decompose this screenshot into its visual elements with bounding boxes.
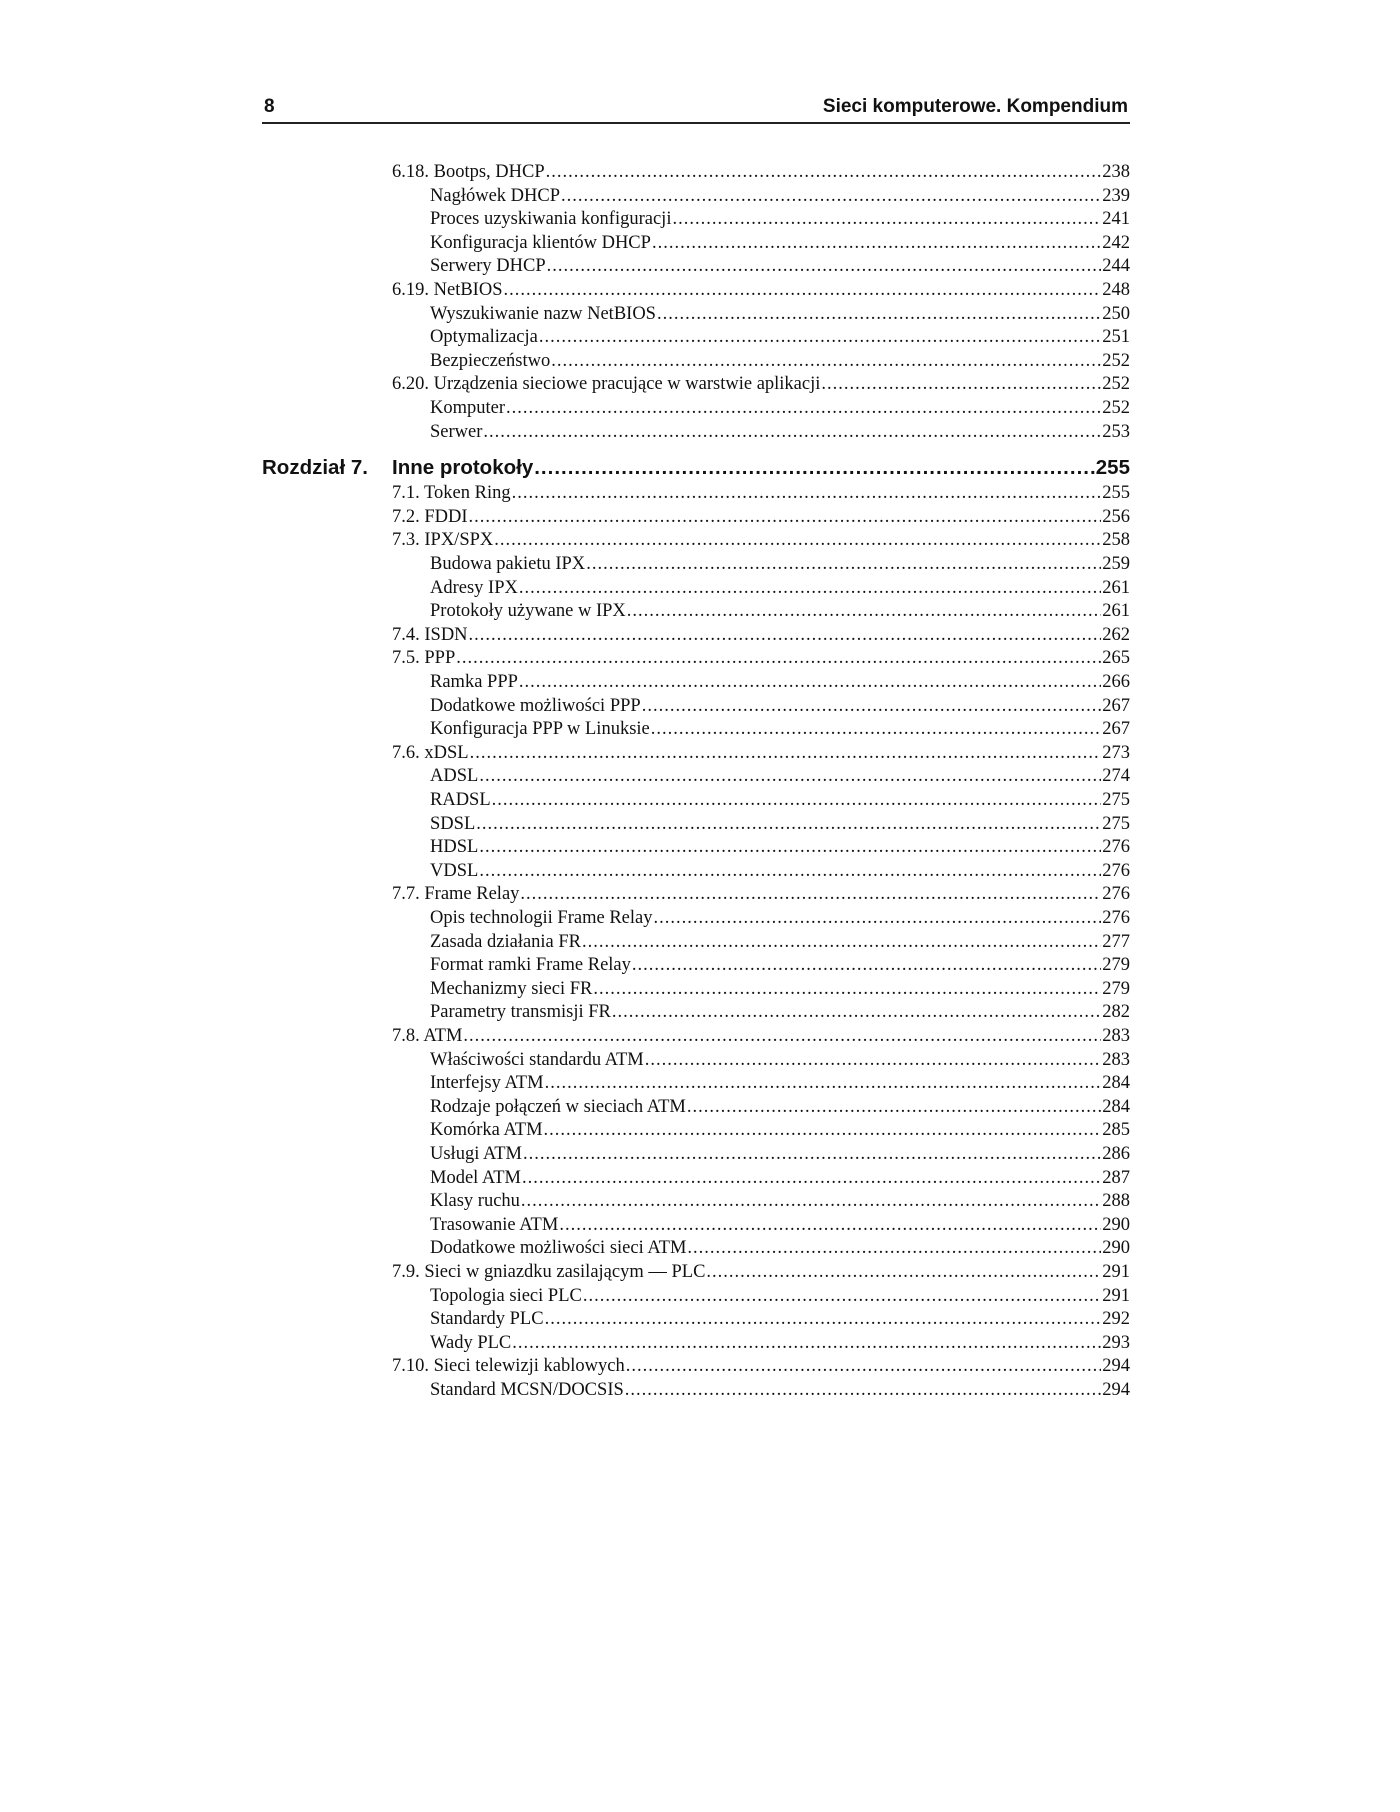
- toc-page-number: 265: [1102, 648, 1130, 669]
- dot-leader: [546, 160, 1102, 184]
- toc-subsection: [430, 670, 1130, 694]
- toc-entry-title: 7.9. Sieci w gniazdku zasilającym — PLC: [392, 1262, 706, 1282]
- toc-entry-title: RADSL: [430, 790, 491, 810]
- toc-subsection: [430, 1095, 1130, 1119]
- dot-leader: [492, 788, 1102, 812]
- dot-leader: [521, 1189, 1101, 1213]
- dot-leader: [519, 576, 1101, 600]
- dot-leader: [657, 302, 1101, 326]
- toc-entry-title: Topologia sieci PLC: [430, 1285, 582, 1306]
- dot-leader: [652, 231, 1101, 255]
- toc-page-number: 293: [1102, 1332, 1130, 1353]
- toc-entry-title: Konfiguracja PPP w Linuksie: [430, 719, 650, 740]
- toc-page-number: 282: [1102, 1002, 1130, 1023]
- dot-leader: [479, 859, 1101, 883]
- toc-entry-title: Standard MCSN/DOCSIS: [430, 1380, 624, 1400]
- toc-section: [392, 1260, 1130, 1284]
- toc-section: [392, 1354, 1130, 1378]
- toc-entry-title: Właściwości standardu ATM: [430, 1049, 644, 1070]
- dot-leader: [470, 741, 1102, 765]
- toc-subsection: [430, 788, 1130, 812]
- toc-subsection: [430, 1307, 1130, 1331]
- toc-subsection: [430, 420, 1130, 444]
- toc-page-number: 256: [1102, 506, 1130, 527]
- toc-subsection: [430, 207, 1130, 231]
- toc-page-number: 284: [1102, 1096, 1130, 1117]
- toc-subsection: [430, 349, 1130, 373]
- dot-leader: [559, 1213, 1101, 1237]
- toc-page-number: 275: [1102, 813, 1130, 834]
- toc-entry-title: 6.20. Urządzenia sieciowe pracujące w warstwie aplikacji: [392, 374, 821, 395]
- toc-entry-title: Serwery DHCP: [430, 256, 546, 277]
- toc-page-number: 255: [1095, 456, 1130, 480]
- dot-leader: [627, 599, 1101, 623]
- toc-entry-title: 7.2. FDDI: [392, 506, 468, 527]
- toc-section: [392, 372, 1130, 396]
- toc-page-number: 277: [1102, 931, 1130, 952]
- toc-entry-title: Parametry transmisji FR: [430, 1002, 611, 1023]
- toc-entry-title: SDSL: [430, 813, 476, 834]
- toc-entry-title: Rodzaje połączeń w sieciach ATM: [430, 1096, 686, 1117]
- dot-leader: [706, 1260, 1101, 1284]
- toc-subsection: [430, 325, 1130, 349]
- dot-leader: [520, 882, 1101, 906]
- toc-subsection: [430, 1118, 1130, 1142]
- dot-leader: [547, 254, 1102, 278]
- dot-leader: [522, 1166, 1101, 1190]
- toc-page-number: 291: [1102, 1262, 1130, 1282]
- toc-page-number: 261: [1102, 601, 1130, 622]
- dot-leader: [483, 420, 1101, 444]
- toc-page-number: 274: [1102, 766, 1130, 787]
- toc-page-number: 276: [1102, 837, 1130, 858]
- dot-leader: [512, 1331, 1101, 1355]
- toc-page-number: 267: [1102, 719, 1130, 740]
- toc-page-number: 283: [1102, 1049, 1130, 1070]
- toc-section: [392, 278, 1130, 302]
- dot-leader: [523, 1142, 1101, 1166]
- toc-page-number: 255: [1102, 483, 1130, 504]
- dot-leader: [534, 453, 1095, 483]
- toc-subsection: [430, 231, 1130, 255]
- toc-page-number: 244: [1102, 256, 1130, 277]
- toc-entry-title: Wady PLC: [430, 1332, 512, 1353]
- toc-entry-title: HDSL: [430, 837, 479, 858]
- page-number: 8: [264, 96, 275, 117]
- toc-section: [392, 160, 1130, 184]
- toc-page-number: 285: [1102, 1120, 1130, 1141]
- running-header: [262, 94, 1130, 124]
- dot-leader: [672, 207, 1101, 231]
- toc-subsection: [430, 396, 1130, 420]
- dot-leader: [561, 184, 1101, 208]
- toc-subsection: [430, 576, 1130, 600]
- toc-entry-title: Wyszukiwanie nazw NetBIOS: [430, 303, 656, 324]
- dot-leader: [821, 372, 1101, 396]
- dot-leader: [586, 552, 1101, 576]
- toc-entry-title: 7.4. ISDN: [392, 624, 468, 645]
- toc-page-number: 250: [1102, 303, 1130, 324]
- toc-page-number: 252: [1102, 350, 1130, 371]
- toc-page-number: 238: [1102, 162, 1130, 182]
- dot-leader: [653, 906, 1101, 930]
- toc-subsection: [430, 184, 1130, 208]
- dot-leader: [494, 528, 1101, 552]
- dot-leader: [463, 1024, 1101, 1048]
- toc-page-number: 283: [1102, 1026, 1130, 1046]
- dot-leader: [612, 1000, 1101, 1024]
- toc-page-number: 266: [1102, 672, 1130, 692]
- toc-section: [392, 1024, 1130, 1048]
- dot-leader: [545, 1071, 1102, 1095]
- toc-entry-title: Mechanizmy sieci FR: [430, 978, 593, 999]
- toc-page-number: 291: [1102, 1285, 1130, 1306]
- toc-entry-title: Konfiguracja klientów DHCP: [430, 232, 651, 253]
- toc-entry-title: Zasada działania FR: [430, 931, 582, 952]
- dot-leader: [632, 953, 1101, 977]
- toc-page-number: 275: [1102, 790, 1130, 810]
- toc-entry-title: 7.7. Frame Relay: [392, 884, 520, 905]
- toc-subsection: [430, 254, 1130, 278]
- toc-entry-title: 6.18. Bootps, DHCP: [392, 162, 545, 182]
- toc-entry-title: 7.6. xDSL: [392, 742, 469, 763]
- dot-leader: [479, 835, 1101, 859]
- toc-entry-title: Protokoły używane w IPX: [430, 601, 626, 622]
- toc-entry-title: 7.10. Sieci telewizji kablowych: [392, 1356, 625, 1377]
- toc-entry-title: Budowa pakietu IPX: [430, 554, 586, 574]
- toc-subsection: [430, 1048, 1130, 1072]
- toc-section: [392, 741, 1130, 765]
- toc-subsection: [430, 552, 1130, 576]
- toc-page-number: 241: [1102, 209, 1130, 230]
- toc-entry-title: Bezpieczeństwo: [430, 350, 551, 371]
- dot-leader: [645, 1048, 1102, 1072]
- toc-entry-title: VDSL: [430, 860, 479, 881]
- toc-subsection: [430, 859, 1130, 883]
- dot-leader: [476, 812, 1101, 836]
- toc-subsection: [430, 953, 1130, 977]
- toc-subsection: [430, 1071, 1130, 1095]
- toc-subsection: [430, 1213, 1130, 1237]
- toc-subsection: [430, 1378, 1130, 1402]
- toc-page-number: 273: [1102, 742, 1130, 763]
- toc-entry-title: Optymalizacja: [430, 327, 538, 348]
- toc-page-number: 290: [1102, 1214, 1130, 1235]
- dot-leader: [519, 670, 1101, 694]
- toc-entry-title: 6.19. NetBIOS: [392, 280, 503, 300]
- dot-leader: [582, 930, 1101, 954]
- toc-page-number: 292: [1102, 1309, 1130, 1330]
- toc-page-number: 261: [1102, 577, 1130, 598]
- toc-page-number: 267: [1102, 695, 1130, 716]
- toc-subsection: [430, 835, 1130, 859]
- toc-entry-title: Model ATM: [430, 1167, 521, 1188]
- toc-entry-title: Dodatkowe możliwości PPP: [430, 695, 641, 716]
- toc-page-number: 252: [1102, 374, 1130, 395]
- toc-subsection: [430, 812, 1130, 836]
- toc-subsection: [430, 1142, 1130, 1166]
- toc-subsection: [430, 694, 1130, 718]
- toc-page-number: 239: [1102, 185, 1130, 206]
- toc-page-number: 279: [1102, 978, 1130, 999]
- chapter-label: Rozdział 7.: [262, 456, 368, 480]
- toc-page-number: 252: [1102, 398, 1130, 418]
- toc-section: [392, 646, 1130, 670]
- toc-page-number: 276: [1102, 884, 1130, 905]
- toc-page-number: 251: [1102, 327, 1130, 348]
- toc-entry-title: Proces uzyskiwania konfiguracji: [430, 209, 672, 230]
- toc-subsection: [430, 1331, 1130, 1355]
- dot-leader: [456, 646, 1101, 670]
- dot-leader: [544, 1118, 1102, 1142]
- toc-page-number: 279: [1102, 955, 1130, 976]
- toc-page-number: 294: [1102, 1380, 1130, 1400]
- toc-section: [392, 623, 1130, 647]
- toc-chapter: [392, 453, 1130, 483]
- toc-entry-title: Usługi ATM: [430, 1144, 523, 1164]
- toc-page-number: 276: [1102, 860, 1130, 881]
- toc-entry-title: Nagłówek DHCP: [430, 185, 561, 206]
- toc-entry-title: Ramka PPP: [430, 672, 518, 692]
- dot-leader: [593, 977, 1101, 1001]
- toc-subsection: [430, 1189, 1130, 1213]
- toc-page-number: 276: [1102, 908, 1130, 928]
- toc-section: [392, 505, 1130, 529]
- toc-entry-title: Komórka ATM: [430, 1120, 543, 1141]
- dot-leader: [469, 505, 1102, 529]
- dot-leader: [504, 278, 1102, 302]
- toc-section: [392, 882, 1130, 906]
- toc-subsection: [430, 302, 1130, 326]
- toc-subsection: [430, 764, 1130, 788]
- toc-section: [392, 528, 1130, 552]
- dot-leader: [687, 1095, 1101, 1119]
- toc-subsection: [430, 717, 1130, 741]
- dot-leader: [469, 623, 1102, 647]
- toc-subsection: [430, 1284, 1130, 1308]
- dot-leader: [512, 481, 1102, 505]
- toc-entry-title: 7.3. IPX/SPX: [392, 530, 494, 551]
- dot-leader: [583, 1284, 1101, 1308]
- toc-entry-title: ADSL: [430, 766, 479, 787]
- toc-page-number: 284: [1102, 1073, 1130, 1094]
- toc-page-number: 258: [1102, 530, 1130, 551]
- toc-entry-title: Standardy PLC: [430, 1309, 544, 1330]
- toc-section: [392, 481, 1130, 505]
- toc-page-number: 248: [1102, 280, 1130, 300]
- toc-page-number: 288: [1102, 1191, 1130, 1212]
- toc-page-number: 253: [1102, 421, 1130, 442]
- toc-subsection: [430, 1166, 1130, 1190]
- dot-leader: [651, 717, 1101, 741]
- toc-entry-title: Klasy ruchu: [430, 1191, 520, 1212]
- toc-page-number: 242: [1102, 232, 1130, 253]
- toc-entry-title: Format ramki Frame Relay: [430, 955, 631, 976]
- book-title: Sieci komputerowe. Kompendium: [822, 96, 1128, 117]
- toc-entry-title: Trasowanie ATM: [430, 1214, 559, 1235]
- toc-subsection: [430, 1000, 1130, 1024]
- toc-subsection: [430, 1236, 1130, 1260]
- toc-subsection: [430, 977, 1130, 1001]
- toc-page-number: 262: [1102, 624, 1130, 645]
- dot-leader: [479, 764, 1101, 788]
- toc-entry-title: Dodatkowe możliwości sieci ATM: [430, 1238, 687, 1259]
- toc-entry-title: Opis technologii Frame Relay: [430, 908, 653, 928]
- toc-page-number: 294: [1102, 1356, 1130, 1377]
- toc-page-number: 290: [1102, 1238, 1130, 1259]
- toc-subsection: [430, 930, 1130, 954]
- toc-page-number: 286: [1102, 1144, 1130, 1164]
- toc-entry-title: 7.8. ATM: [392, 1026, 463, 1046]
- toc-page-number: 259: [1102, 554, 1130, 574]
- toc-subsection: [430, 599, 1130, 623]
- toc-entry-title: Interfejsy ATM: [430, 1073, 544, 1094]
- toc-subsection: [430, 906, 1130, 930]
- dot-leader: [539, 325, 1101, 349]
- dot-leader: [687, 1236, 1101, 1260]
- dot-leader: [626, 1354, 1102, 1378]
- toc-entry-title: 7.1. Token Ring: [392, 483, 511, 504]
- toc-entry-title: 7.5. PPP: [392, 648, 456, 669]
- dot-leader: [642, 694, 1102, 718]
- dot-leader: [625, 1378, 1101, 1402]
- toc-entry-title: Serwer: [430, 421, 483, 442]
- toc-entry-title: Komputer: [430, 398, 506, 418]
- dot-leader: [506, 396, 1101, 420]
- toc-entry-title: Inne protokoły: [392, 456, 534, 480]
- toc-page-number: 287: [1102, 1167, 1130, 1188]
- dot-leader: [545, 1307, 1102, 1331]
- toc-entry-title: Adresy IPX: [430, 577, 518, 598]
- dot-leader: [551, 349, 1101, 373]
